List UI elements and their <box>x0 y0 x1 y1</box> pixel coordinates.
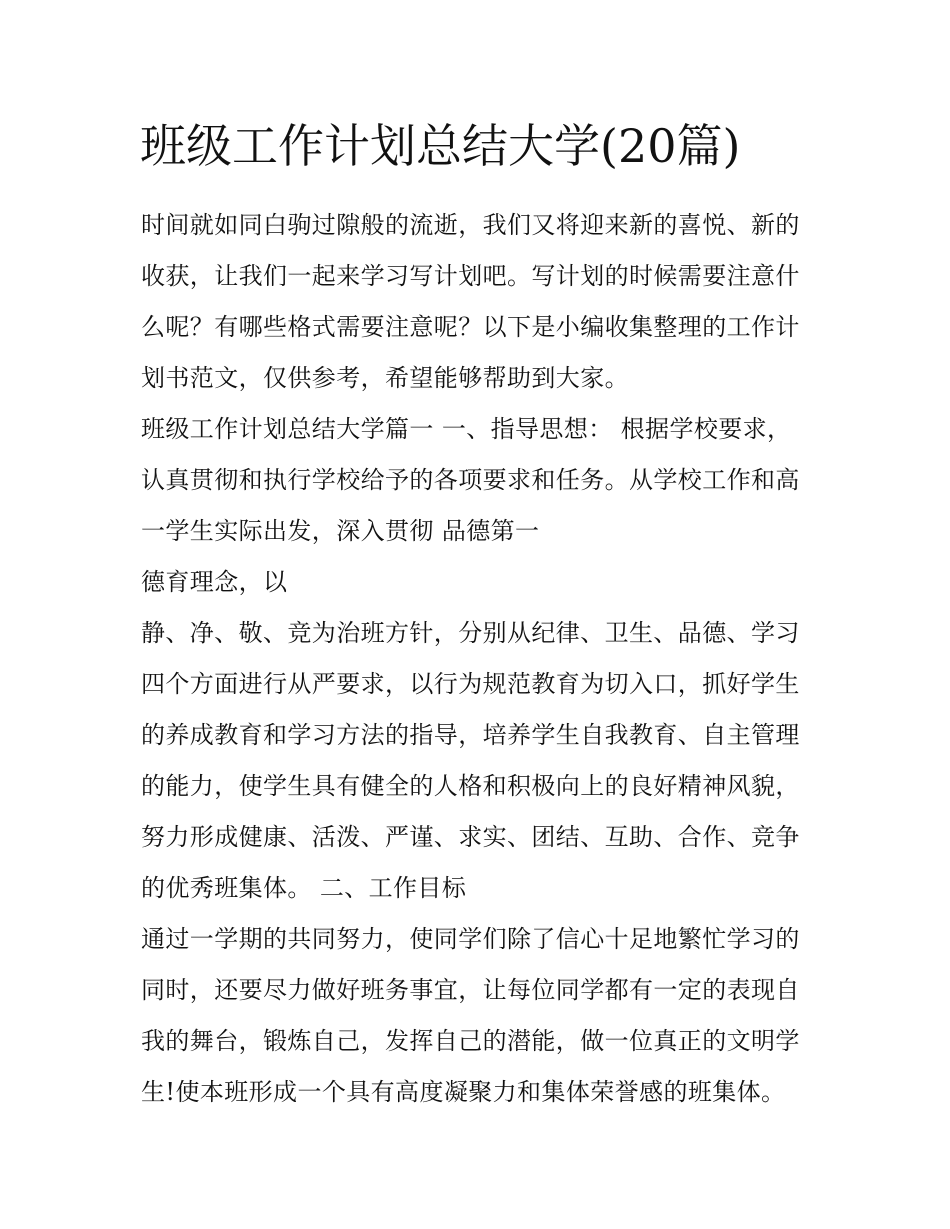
body-line: 时间就如同白驹过隙般的流逝，我们又将迎来新的喜悦、新的 <box>141 211 800 239</box>
body-line: 划书范文，仅供参考，希望能够帮助到大家。 <box>141 364 629 392</box>
body-line: 一学生实际出发，深入贯彻 品德第一 <box>141 517 540 545</box>
body-line: 四个方面进行从严要求，以行为规范教育为切入口，抓好学生 <box>141 670 800 698</box>
body-line: 通过一学期的共同努力，使同学们除了信心十足地繁忙学习的 <box>141 925 800 953</box>
body-line: 德育理念，以 <box>141 568 288 596</box>
body-line: 认真贯彻和执行学校给予的各项要求和任务。从学校工作和高 <box>141 466 800 494</box>
body-line: 同时，还要尽力做好班务事宜，让每位同学都有一定的表现自 <box>141 976 800 1004</box>
body-line: 的养成教育和学习方法的指导，培养学生自我教育、自主管理 <box>141 721 800 749</box>
document-title: 班级工作计划总结大学(20篇) <box>140 119 741 173</box>
body-line: 么呢？有哪些格式需要注意呢？以下是小编收集整理的工作计 <box>141 313 800 341</box>
body-line: 努力形成健康、活泼、严谨、求实、团结、互助、合作、竞争 <box>141 823 800 851</box>
body-line: 收获，让我们一起来学习写计划吧。写计划的时候需要注意什 <box>141 262 800 290</box>
body-line: 生!使本班形成一个具有高度凝聚力和集体荣誉感的班集体。 <box>141 1078 786 1106</box>
body-line: 的优秀班集体。 二、工作目标 <box>141 874 467 902</box>
body-line: 的能力，使学生具有健全的人格和积极向上的良好精神风貌， <box>141 772 800 800</box>
body-line: 静、净、敬、竞为治班方针，分别从纪律、卫生、品德、学习 <box>141 619 800 647</box>
body-line: 班级工作计划总结大学篇一 一、指导思想： 根据学校要求， <box>141 415 792 443</box>
document-body <box>141 200 821 1118</box>
body-line: 我的舞台，锻炼自己，发挥自己的潜能，做一位真正的文明学 <box>141 1027 800 1055</box>
